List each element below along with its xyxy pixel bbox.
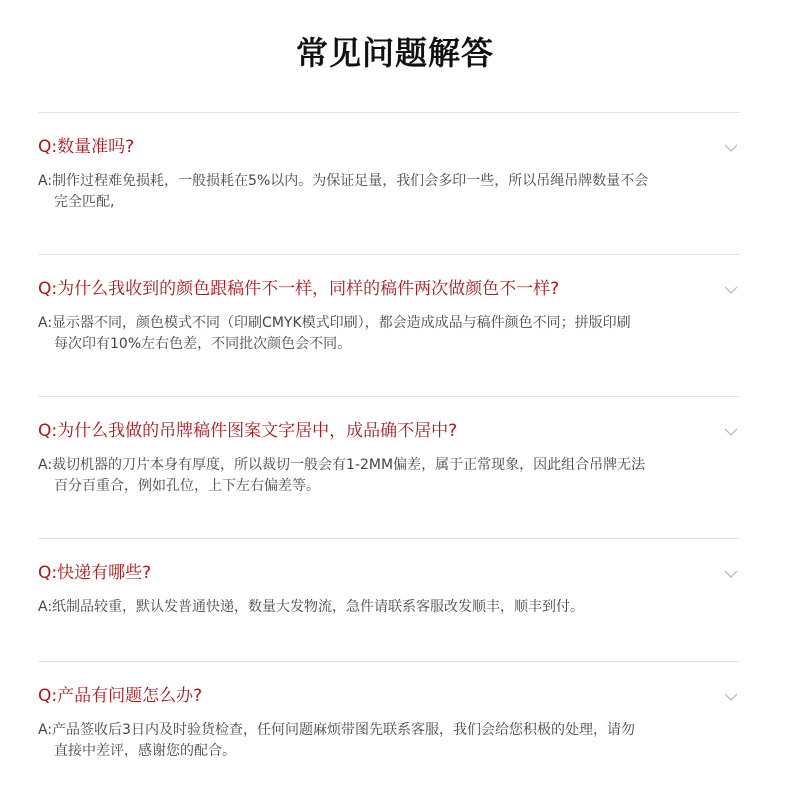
- page-title: 常见问题解答: [295, 34, 494, 72]
- faq-answer: [38, 313, 738, 355]
- faq-item-2[interactable]: [38, 255, 740, 396]
- faq-answer: [38, 720, 738, 762]
- answer-line-2: 直接中差评，感谢您的配合。: [54, 743, 236, 759]
- faq-answer: [38, 455, 738, 497]
- answer-line-1: A:裁切机器的刀片本身有厚度，所以裁切一般会有1-2MM偏差，属于正常现象，因此组合吊牌无法: [38, 457, 646, 473]
- faq-answer: [38, 171, 738, 213]
- answer-line-2: 百分百重合，例如孔位，上下左右偏差等。: [54, 478, 320, 494]
- faq-item-4[interactable]: [38, 539, 740, 661]
- faq-item-5[interactable]: [38, 662, 740, 800]
- faq-question[interactable]: Q:快递有哪些?: [38, 563, 152, 583]
- chevron-down-icon[interactable]: [724, 285, 738, 295]
- faq-answer: [38, 597, 738, 618]
- faq-question[interactable]: Q:数量准吗?: [38, 137, 135, 157]
- answer-line-1: A:纸制品较重，默认发普通快递，数量大发物流，急件请联系客服改发顺丰，顺丰到付。: [38, 599, 585, 615]
- answer-line-1: A:制作过程难免损耗，一般损耗在5%以内。为保证足量，我们会多印一些，所以吊绳吊牌数量不会: [38, 173, 649, 189]
- answer-line-2: 每次印有10%左右色差，不同批次颜色会不同。: [54, 336, 352, 352]
- faq-question[interactable]: Q:为什么我收到的颜色跟稿件不一样，同样的稿件两次做颜色不一样?: [38, 279, 560, 299]
- faq-list: [38, 112, 740, 800]
- faq-item-3[interactable]: [38, 397, 740, 538]
- faq-question[interactable]: Q:为什么我做的吊牌稿件图案文字居中，成品确不居中?: [38, 421, 458, 441]
- answer-line-1: A:显示器不同，颜色模式不同（印刷CMYK模式印刷），都会造成成品与稿件颜色不同；拼版印刷: [38, 315, 631, 331]
- chevron-down-icon[interactable]: [724, 427, 738, 437]
- chevron-down-icon[interactable]: [724, 692, 738, 702]
- chevron-down-icon[interactable]: [724, 143, 738, 153]
- answer-line-2: 完全匹配,: [54, 194, 115, 210]
- faq-item-1[interactable]: [38, 113, 740, 254]
- answer-line-1: A:产品签收后3日内及时验货检查，任何问题麻烦带图先联系客服，我们会给您积极的处理，请勿: [38, 722, 635, 738]
- faq-question[interactable]: Q:产品有问题怎么办?: [38, 686, 203, 706]
- chevron-down-icon[interactable]: [724, 569, 738, 579]
